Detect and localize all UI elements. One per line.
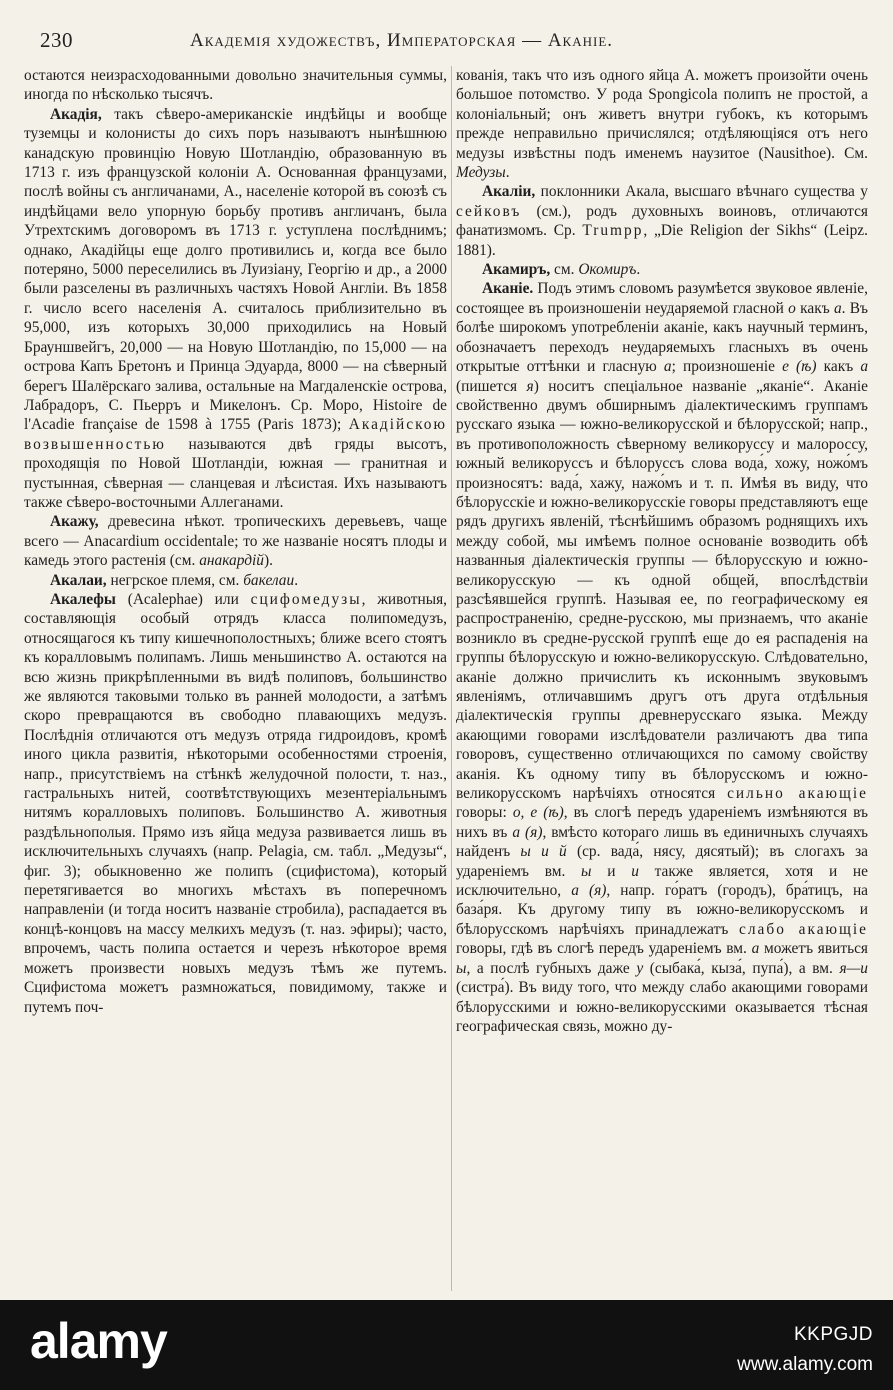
entry-headword: Акамиръ, <box>482 261 551 279</box>
entry-headword: Акалаи, <box>50 571 107 589</box>
alamy-logo: alamy <box>30 1313 167 1369</box>
entry-akadiya: Акадія, такъ сѣверо-американскіе индѣйцы и вообще туземцы и колонисты до сихъ поръ называютъ нынѣшнюю канадскую провинцію Новую Шотландію, образованную въ 1713 г. изъ французской колоніи А. Основанная французами, послѣ войны съ англичанами, А., населеніе которой въ союзѣ съ индѣйцами вело упорную борьбу противъ англичанъ, была Утрехтскимъ договоромъ въ 1713 г. уступлена послѣднимъ; однако, Акадійцы еще долго противились и, когда все было потеряно, 5000 переселились въ Луизіану, Георгію и др., а 2000 были разселены въ различныхъ частяхъ Новой Англіи. Въ 1858 г. число всего населенія А. считалось приблизительно въ 95,000, изъ которыхъ 30,000 приходились на Новый Брауншвейгъ, 20,000 — на Новую Шотландію, по 15,000 — на острова Капъ Бретонъ и Принца Эдуарда, 8000 — на сѣверный берегъ Шалёрскаго залива, остальные на Магдаленскіе острова, Лабрадоръ, С. Пьерръ и Микелонъ. Ср. Моро, Histoire de l'Acadie française de 1598 à 1755 (Paris 1873); Акадійскою возвышенностью называются двѣ гряды высотъ, проходящія по Новой Шотландіи, южная — гранитная и пустынная, сѣверная — сланцевая и лѣсистая. Ихъ называютъ также сѣверо-восточными Аллеганами. <box>24 105 447 511</box>
cross-reference: Окомиръ <box>578 261 637 279</box>
column-divider <box>451 66 452 1291</box>
cross-reference: Медузы <box>456 164 506 182</box>
cross-reference: бакелаи <box>243 571 295 589</box>
cross-reference: анакардій <box>199 552 264 570</box>
page-header <box>40 22 865 56</box>
running-title: Академія художествъ, Императорская — Аканіе. <box>190 30 614 51</box>
entry-headword: Аканіе. <box>482 280 534 298</box>
entry-continuation: кованія, такъ что изъ одного яйца А. можетъ произойти очень большое потомство. У рода Spongicola полипъ не простой, а колоніальный; онъ живетъ внутри губокъ, къ которымъ прежде неправильно причислялся; отдѣляющіяся отъ него медузы извѣстны подъ именемъ наузитое (Nausithoe). См. Медузы. <box>456 67 868 182</box>
entry-akalii: Акаліи, поклонники Акала, высшаго вѣчнаго существа у сейковъ (см.), родъ духовныхъ воиновъ, отличаются фанатизмомъ. Ср. Trumpp, „Die Religion der Sikhs“ (Leipz. 1881). <box>456 183 868 259</box>
entry-headword: Акажу, <box>50 513 99 531</box>
left-column <box>24 66 447 1017</box>
stock-image-id: KKPGJD <box>793 1324 873 1345</box>
entry-akalai: Акалаи, негрское племя, см. бакелаи. <box>50 571 299 589</box>
entry-akazhu: Акажу, древесина нѣкот. тропическихъ деревьевъ, чаще всего — Anacardium occidentale; то же названіе носятъ плоды и камедь этого растенія (см. анакардій). <box>24 513 447 570</box>
entry-akanie: Аканіе. Подъ этимъ словомъ разумѣется звуковое явленіе, состоящее въ произношеніи неударяемой гласной о какъ а. Въ болѣе широкомъ употребленіи аканіе, какъ научный терминъ, обозначаетъ переходъ неударяемыхъ гласныхъ въ очень открытые оттѣнки и гласную а; произношеніе е (ѣ) какъ а (пишется я) носитъ спеціальное названіе „яканіе“. Аканіе свойственно двумъ обширнымъ діалектическимъ группамъ русскаго языка — южно-великорусской и бѣлорусской; напр., въ противоположность сѣверному великоруссу и малороссу, южный великоруссъ и бѣлоруссъ слова вода́, хожу, ножо́мъ произносятъ: вада́, хажу, нажо́мъ и т. п. Имѣя въ виду, что бѣлорусскіе и южно-великорусскіе говоры представляютъ еще рядъ другихъ явленій, тѣснѣйшимъ образомъ роднящихъ ихъ между собой, мы имѣемъ полное основаніе возводить обѣ названныя діалектическія группы — бѣлорусскую и южно-великорусскую — къ одной общей, впослѣдствіи разсѣявшейся группѣ. Называя ее, по географическому ея распространенію, средне-русскою, мы признаемъ, что аканіе возникло въ средне-русской группѣ еще до ея распаденія на группы бѣлорусскую и южно-великорусскую. Слѣдовательно, аканіе должно причислить къ исконнымъ звуковымъ явленіямъ, отличавшимъ другъ отъ друга отдѣльныя діалектическія группы древнерусскаго языка. Между акающими говорами изслѣдователи различаютъ два типа говоровъ, существенно отличающихся по самому свойству аканія. Къ одному типу въ бѣлорусскомъ и южно-великорусскомъ нарѣчіяхъ относятся сильно акающіе говоры: о, е (ѣ), въ слогѣ передъ удареніемъ измѣняются въ нихъ въ а (я), вмѣсто котораго лишь въ единичныхъ случаяхъ найденъ ы и й (ср. вада́, нясу, дясятый); въ слогахъ за удареніемъ вм. ы и и также является, хотя и не исключительно, а (я), напр. го́ратъ (городъ), бра́тицъ, на база́ря. Къ другому типу въ южно-великорусскомъ и бѣлорусскомъ нарѣчіяхъ принадлежатъ слабо акающіе говоры, гдѣ въ слогѣ передъ удареніемъ вм. а можетъ явиться ы, а послѣ губныхъ даже у (сыбака́, кыза́, пупа́), а вм. я—и (систра́). Въ виду того, что между слабо акающими говорами бѣлорусскими и южно-великорусскими оказывается тѣсная географическая связь, можно ду- <box>456 280 869 1035</box>
entry-continuation: остаются неизрасходованными довольно значительныя суммы, иногда по нѣсколько тысячъ. <box>24 67 447 104</box>
entry-akamir: Акамиръ, см. Окомиръ. <box>482 261 641 279</box>
right-column <box>456 66 868 1036</box>
page-number: 230 <box>40 28 73 52</box>
stock-url: www.alamy.com <box>737 1354 873 1375</box>
entry-headword: Акаліи, <box>482 183 536 201</box>
entry-headword: Акалефы <box>50 590 116 608</box>
entry-headword: Акадія, <box>50 105 102 123</box>
entry-akalefy: Акалефы (Acalephae) или сцифомедузы, животныя, составляющія особый отрядъ класса полипомедузъ, относящагося къ типу кишечнополостныхъ; ближе всего стоятъ къ коралловымъ полипамъ. Лишь меньшинство А. остаются на всю жизнь прикрѣпленными въ видѣ полиповъ, большинство же являются таковыми только въ ранней молодости, а затѣмъ скоро превращаются въ свободно плавающихъ медузъ. Послѣднія отличаются отъ медузъ отряда гидроидовъ, кромѣ иного цикла развитія, нѣкоторыми особенностями строенія, напр., присутствіемъ на стѣнкѣ желудочной полости, т. наз., гастральныхъ нитей, соотвѣтствующихъ мезентеріальнымъ нитямъ коралловыхъ полиповъ. Большинство А. животныя раздѣльнополыя. Прямо изъ яйца медуза развивается лишь въ исключительныхъ случаяхъ (напр. Pelagia, см. табл. „Медузы“, фиг. 3); обыкновенно же полипъ (сцифистома), который перетягивается во многихъ мѣстахъ въ поперечномъ направленіи (и тогда носитъ названіе стробила), распадается въ концѣ-концовъ на массу мелкихъ медузъ (т. наз. эфиры); часто, впрочемъ, часть полипа остается и черезъ нѣкоторое время можетъ произвести новыхъ медузъ тѣмъ же путемъ. Сцифистома можетъ размножаться, повидимому, также и путемъ поч- <box>24 590 447 1016</box>
